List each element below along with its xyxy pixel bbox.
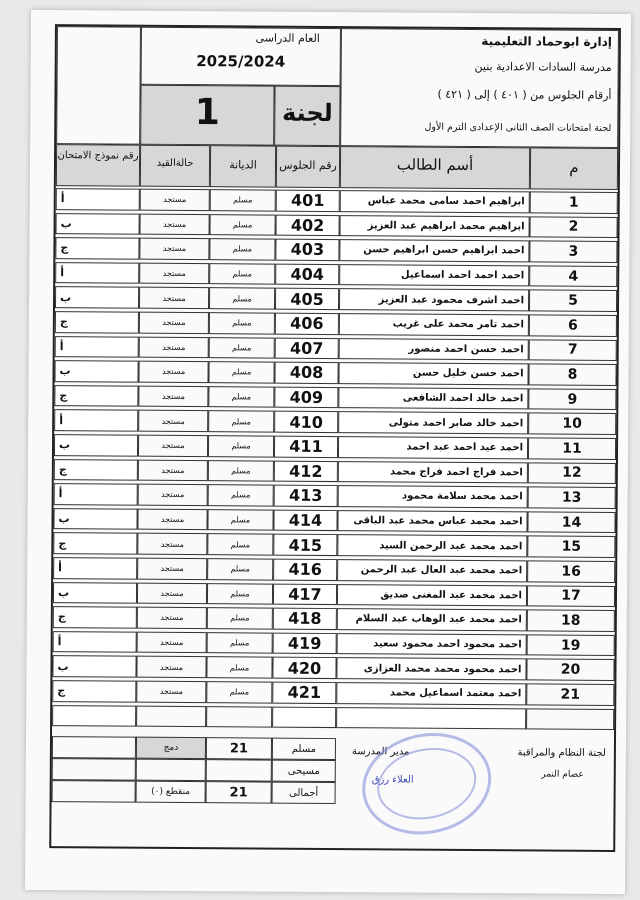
- row-religion: مسلم: [208, 386, 274, 408]
- row-index: 20: [526, 659, 614, 681]
- manager-signature: العلاء رزق: [371, 774, 414, 786]
- row-seat: 405: [275, 288, 339, 310]
- row-index: 9: [528, 388, 616, 410]
- row-status: مستجد: [137, 631, 207, 653]
- row-seat: 413: [274, 485, 338, 507]
- merge-label: دمج: [136, 737, 206, 759]
- row-name: احمد محمود محمد محمد العزازى: [336, 657, 526, 680]
- row-model: ب: [54, 434, 138, 456]
- committee-order-person: عصام النمر: [541, 769, 584, 780]
- committee-order-title: لجنة النظام والمراقبة: [517, 747, 606, 759]
- row-name: احمد محمد عبد الوهاب عبد السلام: [337, 608, 527, 631]
- row-model: ج: [53, 606, 137, 628]
- committee-number: 1: [194, 92, 221, 134]
- year-box: [141, 27, 341, 86]
- school-stamp-inner-ring: [371, 739, 483, 828]
- row-religion: مسلم: [207, 607, 273, 629]
- row-status: مستجد: [139, 287, 209, 309]
- row-religion: مسلم: [210, 214, 276, 236]
- row-status: مستجد: [139, 262, 209, 284]
- row-model: ب: [53, 582, 137, 604]
- row-seat: 403: [275, 239, 339, 261]
- row-religion: مسلم: [208, 361, 274, 383]
- row-status: [136, 705, 206, 727]
- footer-blank-4: [52, 780, 136, 803]
- row-status: مستجد: [137, 607, 207, 629]
- row-religion: مسلم: [209, 288, 275, 310]
- row-index: 10: [528, 413, 616, 435]
- row-status: مستجد: [139, 336, 209, 358]
- row-index: 15: [527, 536, 615, 558]
- row-seat: 406: [275, 313, 339, 335]
- col-header-seat: [276, 146, 340, 188]
- row-name: احمد معتمد اسماعيل محمد: [336, 682, 526, 705]
- row-name: احمد محمد عبد المغنى صديق: [337, 584, 527, 607]
- row-index: 3: [529, 241, 617, 263]
- row-index: 2: [530, 216, 618, 238]
- row-model: ج: [52, 680, 136, 702]
- row-name: احمد تامر محمد على غريب: [339, 313, 529, 336]
- col-seat-label: رقم الجلوس: [279, 158, 337, 173]
- row-seat: 417: [273, 583, 337, 605]
- row-seat: 411: [274, 436, 338, 458]
- row-status: مستجد: [140, 189, 210, 211]
- christian-label: مسيحى: [272, 760, 336, 782]
- row-name: احمد محمود احمد محمود سعيد: [337, 633, 527, 656]
- row-religion: مسلم: [209, 337, 275, 359]
- col-index-label: م: [569, 158, 579, 177]
- row-status: مستجد: [138, 410, 208, 432]
- committee-number-box: [140, 85, 274, 146]
- row-model: ب: [56, 213, 140, 235]
- row-status: مستجد: [137, 533, 207, 555]
- committee-sheet: [49, 24, 621, 852]
- row-status: مستجد: [139, 312, 209, 334]
- row-name: احمد فراج احمد فراج محمد: [338, 461, 528, 484]
- row-seat: 419: [273, 632, 337, 654]
- muslim-count: 21: [206, 737, 272, 759]
- row-seat: 421: [272, 682, 336, 704]
- row-name: احمد محمد عبد العال عبد الرحمن: [337, 559, 527, 582]
- col-religion-label: الديانة: [229, 158, 257, 172]
- row-seat: 415: [273, 534, 337, 556]
- row-religion: مسلم: [207, 534, 273, 556]
- row-religion: مسلم: [209, 263, 275, 285]
- row-model: أ: [54, 409, 138, 431]
- header-blank-cell: [56, 26, 141, 145]
- school-manager-title: مدير المدرسة: [351, 746, 410, 758]
- row-model: ب: [55, 286, 139, 308]
- row-religion: مسلم: [207, 558, 273, 580]
- row-seat: 409: [274, 386, 338, 408]
- row-seat: 418: [273, 608, 337, 630]
- row-seat: 408: [274, 362, 338, 384]
- row-status: مستجد: [136, 681, 206, 703]
- row-seat: 407: [275, 337, 339, 359]
- committee-label: لجنة: [281, 98, 333, 128]
- row-name: احمد خالد احمد الشافعى: [338, 387, 528, 410]
- row-name: احمد احمد احمد اسماعيل: [339, 264, 529, 287]
- row-religion: مسلم: [209, 312, 275, 334]
- row-status: مستجد: [140, 213, 210, 235]
- row-model: ب: [53, 508, 137, 530]
- row-religion: [206, 706, 272, 728]
- row-status: مستجد: [138, 484, 208, 506]
- col-header-name: [340, 146, 530, 189]
- row-index: 7: [529, 339, 617, 361]
- col-header-index: [530, 147, 618, 190]
- footer-blank-3: [136, 759, 206, 781]
- row-index: [526, 708, 614, 730]
- footer-blank-2: [52, 758, 136, 781]
- row-religion: مسلم: [210, 189, 276, 211]
- row-status: مستجد: [137, 558, 207, 580]
- row-religion: مسلم: [207, 583, 273, 605]
- row-index: 8: [528, 364, 616, 386]
- row-name: احمد محمد عبد الرحمن السيد: [337, 534, 527, 557]
- row-index: 16: [527, 560, 615, 582]
- row-model: أ: [54, 483, 138, 505]
- row-status: مستجد: [138, 385, 208, 407]
- row-index: 4: [529, 265, 617, 287]
- row-name: احمد خالد صابر احمد متولى: [338, 411, 528, 434]
- col-header-religion: [210, 145, 276, 187]
- row-index: 11: [528, 437, 616, 459]
- row-index: 12: [528, 462, 616, 484]
- row-seat: 412: [274, 460, 338, 482]
- row-seat: 401: [276, 190, 340, 212]
- row-religion: مسلم: [208, 484, 274, 506]
- row-seat: 410: [274, 411, 338, 433]
- row-name: احمد حسن خليل حسن: [338, 362, 528, 385]
- row-status: مستجد: [138, 435, 208, 457]
- row-index: 19: [527, 634, 615, 656]
- row-religion: مسلم: [206, 681, 272, 703]
- row-religion: مسلم: [208, 460, 274, 482]
- row-name: احمد اشرف محمود عبد العزيز: [339, 288, 529, 311]
- row-index: 13: [528, 487, 616, 509]
- col-name-label: أسم الطالب: [396, 155, 474, 175]
- footer-blank-1: [52, 736, 136, 759]
- col-header-status: [140, 145, 210, 187]
- row-seat: 420: [272, 657, 336, 679]
- row-name: ابراهيم احمد سامى محمد عباس: [340, 190, 530, 213]
- row-model: أ: [53, 557, 137, 579]
- row-seat: 402: [276, 214, 340, 236]
- row-model: [52, 705, 136, 727]
- row-status: مستجد: [136, 656, 206, 678]
- muslim-label: مسلم: [272, 738, 336, 760]
- total-label: أجمالى: [272, 782, 336, 804]
- row-name: احمد حسن احمد منصور: [339, 338, 529, 361]
- col-header-model: [56, 144, 140, 187]
- directorate-name: إدارة ابوحماد التعليمية: [481, 34, 612, 49]
- row-index: 6: [529, 314, 617, 336]
- row-model: ج: [55, 311, 139, 333]
- row-model: ج: [55, 237, 139, 259]
- row-status: مستجد: [137, 508, 207, 530]
- row-index: 14: [527, 511, 615, 533]
- row-name: ابراهيم محمد ابراهيم عبد العزيز: [340, 215, 530, 238]
- row-model: أ: [53, 631, 137, 653]
- col-status-label: حالةالقيد: [156, 157, 194, 170]
- row-religion: مسلم: [208, 411, 274, 433]
- row-model: ج: [53, 532, 137, 554]
- row-name: احمد عيد احمد عبد احمد: [338, 436, 528, 459]
- document-page: [25, 10, 631, 894]
- exam-committee-title: لجنة امتحانات الصف الثانى الإعدادى الترم الأول: [424, 121, 612, 134]
- row-status: مستجد: [139, 238, 209, 260]
- row-name: احمد ابراهيم حسن ابراهيم حسن: [339, 239, 529, 262]
- school-info-box: [340, 28, 619, 148]
- committee-label-box: [274, 86, 340, 146]
- row-name: احمد محمد عباس محمد عبد الباقى: [337, 510, 527, 533]
- col-model-label: رقم نموذج الامتحان: [57, 150, 139, 162]
- row-model: أ: [55, 262, 139, 284]
- row-model: ج: [54, 385, 138, 407]
- christian-count: [206, 759, 272, 781]
- school-name: مدرسة السادات الاعدادية بنين: [474, 60, 612, 74]
- row-index: 21: [526, 683, 614, 705]
- year-label: العام الدراسى: [255, 31, 320, 45]
- row-name: احمد محمد سلامة محمود: [338, 485, 528, 508]
- row-index: 5: [529, 290, 617, 312]
- dropout-label: منقطع (٠): [136, 781, 206, 803]
- row-index: 18: [527, 610, 615, 632]
- row-model: أ: [56, 188, 140, 210]
- row-religion: مسلم: [209, 238, 275, 260]
- row-model: ب: [54, 360, 138, 382]
- row-status: مستجد: [137, 582, 207, 604]
- row-seat: 414: [273, 509, 337, 531]
- row-status: مستجد: [138, 361, 208, 383]
- row-religion: مسلم: [208, 435, 274, 457]
- total-count: 21: [206, 781, 272, 803]
- row-model: ج: [54, 459, 138, 481]
- row-status: مستجد: [138, 459, 208, 481]
- row-religion: مسلم: [206, 657, 272, 679]
- row-seat: 416: [273, 559, 337, 581]
- row-index: 1: [530, 191, 618, 213]
- year-value: 2025/2024: [196, 52, 286, 71]
- row-model: ب: [52, 655, 136, 677]
- row-seat: 404: [275, 263, 339, 285]
- row-index: 17: [527, 585, 615, 607]
- row-seat: [272, 706, 336, 728]
- row-model: أ: [55, 336, 139, 358]
- row-religion: مسلم: [207, 509, 273, 531]
- seat-range: أرقام الجلوس من ( ٤٠١ ) إلى ( ٤٢١ ): [437, 87, 612, 102]
- row-name: [336, 707, 526, 730]
- row-religion: مسلم: [207, 632, 273, 654]
- footer-area: [51, 736, 614, 850]
